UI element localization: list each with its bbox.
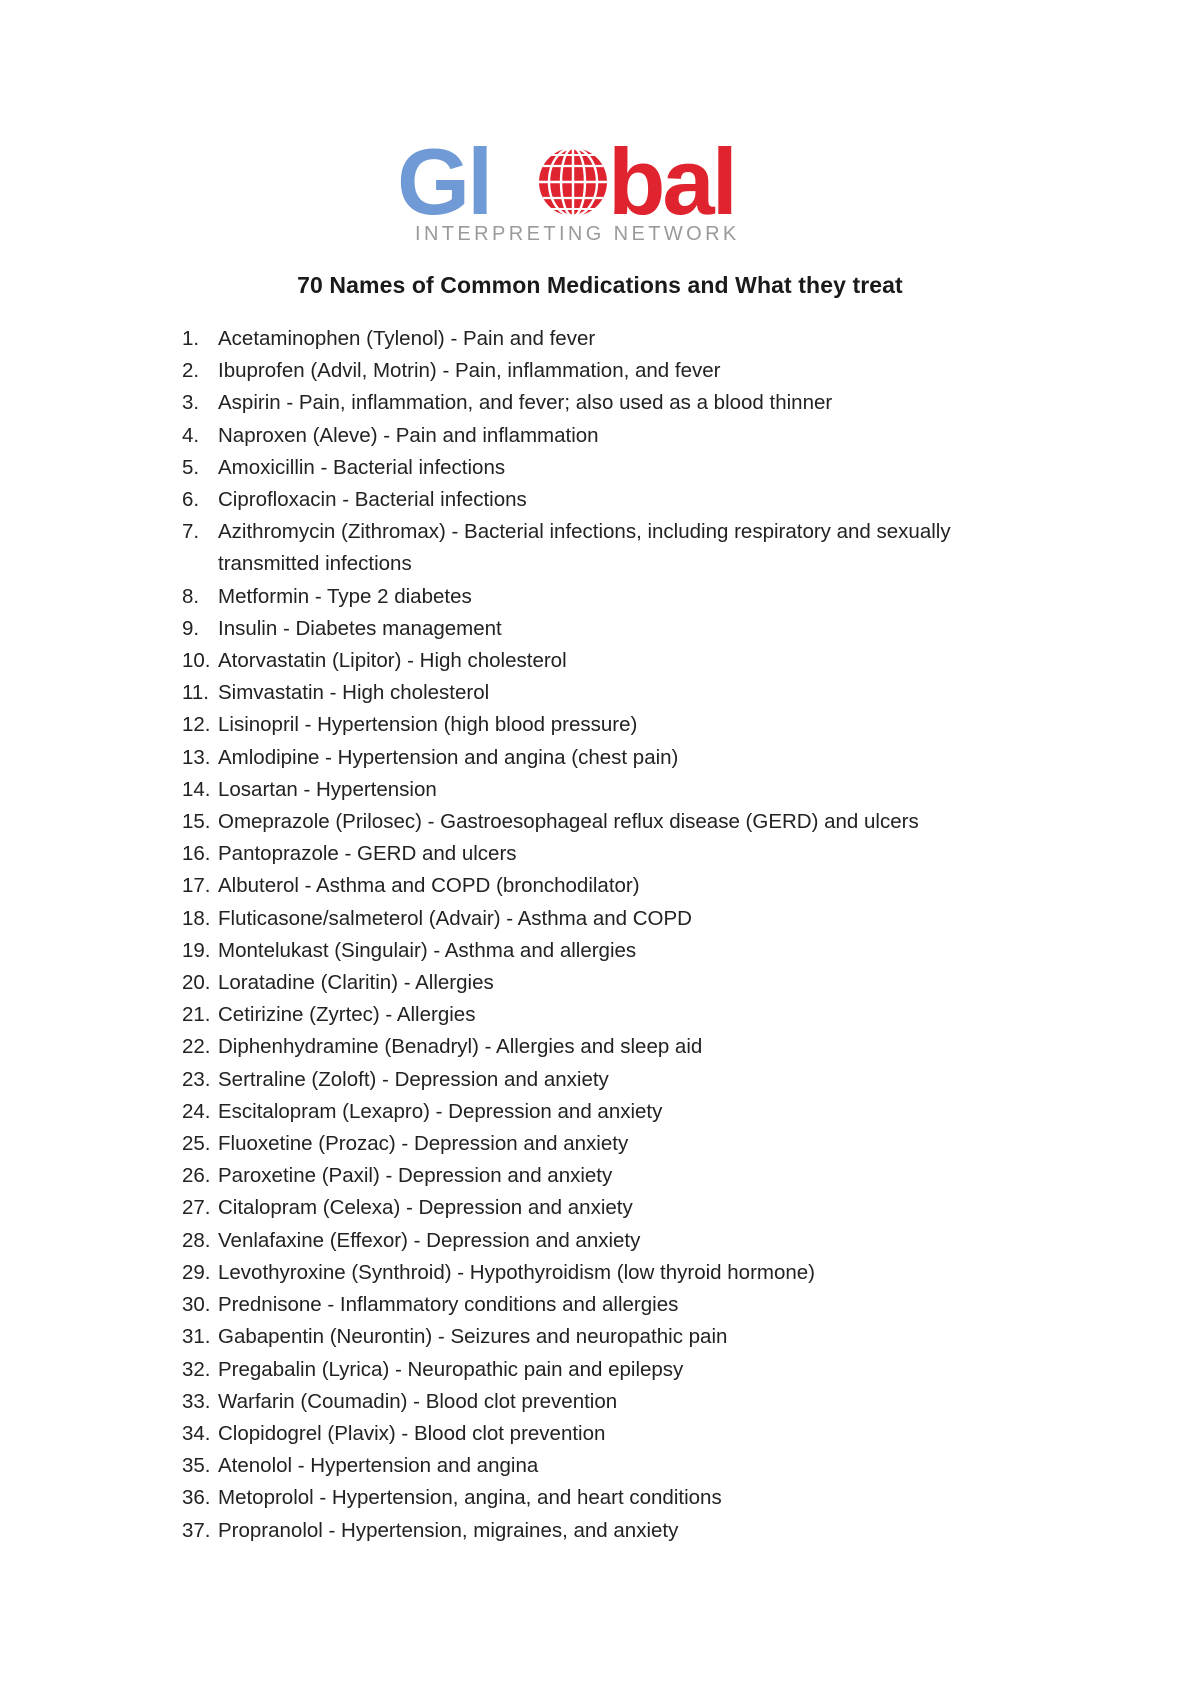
list-item-number: 19. xyxy=(182,938,211,962)
list-item-text: Atenolol - Hypertension and angina xyxy=(218,1454,539,1478)
list-item-text: Acetaminophen (Tylenol) - Pain and fever xyxy=(218,327,596,350)
list-item xyxy=(182,420,1042,452)
list-item-number: 4. xyxy=(182,423,200,447)
list-item xyxy=(182,1160,1042,1192)
list-item xyxy=(182,1386,1042,1418)
list-item xyxy=(182,967,1042,999)
list-item-text: Gabapentin (Neurontin) - Seizures and neuropathic pain xyxy=(218,1325,728,1349)
list-item xyxy=(182,677,1042,709)
list-item-number: 29. xyxy=(182,1260,211,1284)
list-item xyxy=(182,999,1042,1031)
list-item-text: Aspirin - Pain, inflammation, and fever; also used as a blood thinner xyxy=(218,391,833,415)
list-item-number: 2. xyxy=(182,359,200,383)
list-item xyxy=(182,323,1042,355)
list-item xyxy=(182,870,1042,902)
list-item-text: Ibuprofen (Advil, Motrin) - Pain, inflammation, and fever xyxy=(218,359,721,383)
list-item xyxy=(182,742,1042,774)
list-item-number: 36. xyxy=(182,1486,211,1510)
list-item-number: 7. xyxy=(182,520,200,544)
list-item xyxy=(182,838,1042,870)
list-item xyxy=(182,774,1042,806)
list-item-text: Loratadine (Claritin) - Allergies xyxy=(218,971,494,995)
list-item xyxy=(182,806,1042,838)
list-item xyxy=(182,452,1042,484)
list-item xyxy=(182,1289,1042,1321)
list-item xyxy=(182,1128,1042,1160)
list-item-text: Lisinopril - Hypertension (high blood pressure) xyxy=(218,713,638,737)
list-item-text: Sertraline (Zoloft) - Depression and anxiety xyxy=(218,1067,609,1091)
list-item-number: 27. xyxy=(182,1196,211,1220)
list-item-number: 31. xyxy=(182,1325,211,1349)
list-item-number: 24. xyxy=(182,1099,211,1123)
list-item-number: 32. xyxy=(182,1357,211,1381)
list-item-number: 25. xyxy=(182,1132,211,1156)
list-item-number: 23. xyxy=(182,1067,211,1091)
list-item-number: 12. xyxy=(182,713,211,737)
list-item-text: Omeprazole (Prilosec) - Gastroesophageal reflux disease (GERD) and ulcers xyxy=(218,810,919,834)
list-item-text: Citalopram (Celexa) - Depression and anxiety xyxy=(218,1196,633,1220)
medication-list xyxy=(182,323,1042,1547)
list-item-text: Paroxetine (Paxil) - Depression and anxiety xyxy=(218,1164,613,1188)
list-item-text: Metoprolol - Hypertension, angina, and heart conditions xyxy=(218,1486,722,1510)
list-item xyxy=(182,645,1042,677)
list-item-number: 34. xyxy=(182,1421,211,1445)
list-item-number: 9. xyxy=(182,616,200,640)
list-item xyxy=(182,935,1042,967)
list-item-number: 14. xyxy=(182,777,211,801)
list-item xyxy=(182,516,1042,580)
list-item xyxy=(182,1031,1042,1063)
list-item-text: Pregabalin (Lyrica) - Neuropathic pain and epilepsy xyxy=(218,1357,684,1381)
list-item-number: 20. xyxy=(182,971,211,995)
list-item-number: 15. xyxy=(182,810,211,834)
list-item xyxy=(182,1482,1042,1514)
list-item-number: 6. xyxy=(182,488,200,512)
list-item-text: Atorvastatin (Lipitor) - High cholesterol xyxy=(218,649,567,673)
list-item-number: 5. xyxy=(182,455,200,479)
logo-graphic xyxy=(395,138,815,250)
list-item-text: Prednisone - Inflammatory conditions and allergies xyxy=(218,1293,679,1317)
list-item-text: Diphenhydramine (Benadryl) - Allergies and sleep aid xyxy=(218,1035,703,1059)
list-item-number: 11. xyxy=(182,681,209,705)
list-item-number: 13. xyxy=(182,745,211,769)
list-item xyxy=(182,355,1042,387)
list-item xyxy=(182,903,1042,935)
list-item-number: 30. xyxy=(182,1293,211,1317)
global-logo xyxy=(395,138,815,250)
list-item xyxy=(182,1192,1042,1224)
list-item-number: 22. xyxy=(182,1035,211,1059)
list-item-text: Amoxicillin - Bacterial infections xyxy=(218,455,506,479)
globe-icon xyxy=(539,148,607,216)
list-item-text: Pantoprazole - GERD and ulcers xyxy=(218,842,517,866)
list-item-text: Venlafaxine (Effexor) - Depression and anxiety xyxy=(218,1228,641,1252)
list-item-number: 18. xyxy=(182,906,211,930)
list-item xyxy=(182,1225,1042,1257)
list-item-text: Metformin - Type 2 diabetes xyxy=(218,584,472,608)
list-item-number: 21. xyxy=(182,1003,211,1027)
list-item-number: 16. xyxy=(182,842,211,866)
list-item xyxy=(182,709,1042,741)
logo-word-right: bal xyxy=(608,138,735,234)
list-item-text: Clopidogrel (Plavix) - Blood clot prevention xyxy=(218,1421,606,1445)
list-item-text: Fluticasone/salmeterol (Advair) - Asthma and COPD xyxy=(218,906,692,930)
list-item xyxy=(182,1321,1042,1353)
list-item xyxy=(182,1064,1042,1096)
document-title: 70 Names of Common Medications and What they treat xyxy=(297,272,903,298)
list-item xyxy=(182,1515,1042,1547)
list-item-number: 1. xyxy=(182,327,200,350)
list-item-number: 33. xyxy=(182,1389,211,1413)
list-item-number: 10. xyxy=(182,649,211,673)
logo-tagline: INTERPRETING NETWORK xyxy=(415,223,740,245)
list-item-text: Propranolol - Hypertension, migraines, and anxiety xyxy=(218,1518,679,1542)
list-item-number: 17. xyxy=(182,874,211,898)
list-item-text: Albuterol - Asthma and COPD (bronchodilator) xyxy=(218,874,640,898)
list-item xyxy=(182,1450,1042,1482)
list-item-text: Cetirizine (Zyrtec) - Allergies xyxy=(218,1003,476,1027)
list-item xyxy=(182,1096,1042,1128)
list-item-number: 3. xyxy=(182,391,200,415)
list-item-number: 35. xyxy=(182,1454,211,1478)
list-item-text: Simvastatin - High cholesterol xyxy=(218,681,490,705)
list-item-number: 26. xyxy=(182,1164,211,1188)
list-item-text: Montelukast (Singulair) - Asthma and allergies xyxy=(218,938,637,962)
list-item xyxy=(182,484,1042,516)
list-item-text: Escitalopram (Lexapro) - Depression and anxiety xyxy=(218,1099,663,1123)
list-item-number: 8. xyxy=(182,584,200,608)
list-item xyxy=(182,1354,1042,1386)
list-item xyxy=(182,387,1042,419)
list-item xyxy=(182,1257,1042,1289)
list-item xyxy=(182,581,1042,613)
list-item-text: Warfarin (Coumadin) - Blood clot prevention xyxy=(218,1389,618,1413)
list-item-text: Azithromycin (Zithromax) - Bacterial infections, including respiratory and sexually transmitted infections xyxy=(218,520,951,576)
list-item-number: 37. xyxy=(182,1518,211,1542)
list-item-number: 28. xyxy=(182,1228,211,1252)
list-item xyxy=(182,1418,1042,1450)
list-item-text: Fluoxetine (Prozac) - Depression and anxiety xyxy=(218,1132,629,1156)
list-item-text: Levothyroxine (Synthroid) - Hypothyroidism (low thyroid hormone) xyxy=(218,1260,816,1284)
list-item-text: Insulin - Diabetes management xyxy=(218,616,502,640)
logo-word-left: Gl xyxy=(397,138,491,234)
list-item xyxy=(182,613,1042,645)
list-item-text: Amlodipine - Hypertension and angina (chest pain) xyxy=(218,745,679,769)
list-item-text: Naproxen (Aleve) - Pain and inflammation xyxy=(218,423,599,447)
list-item-text: Losartan - Hypertension xyxy=(218,777,437,801)
list-item-text: Ciprofloxacin - Bacterial infections xyxy=(218,488,527,512)
